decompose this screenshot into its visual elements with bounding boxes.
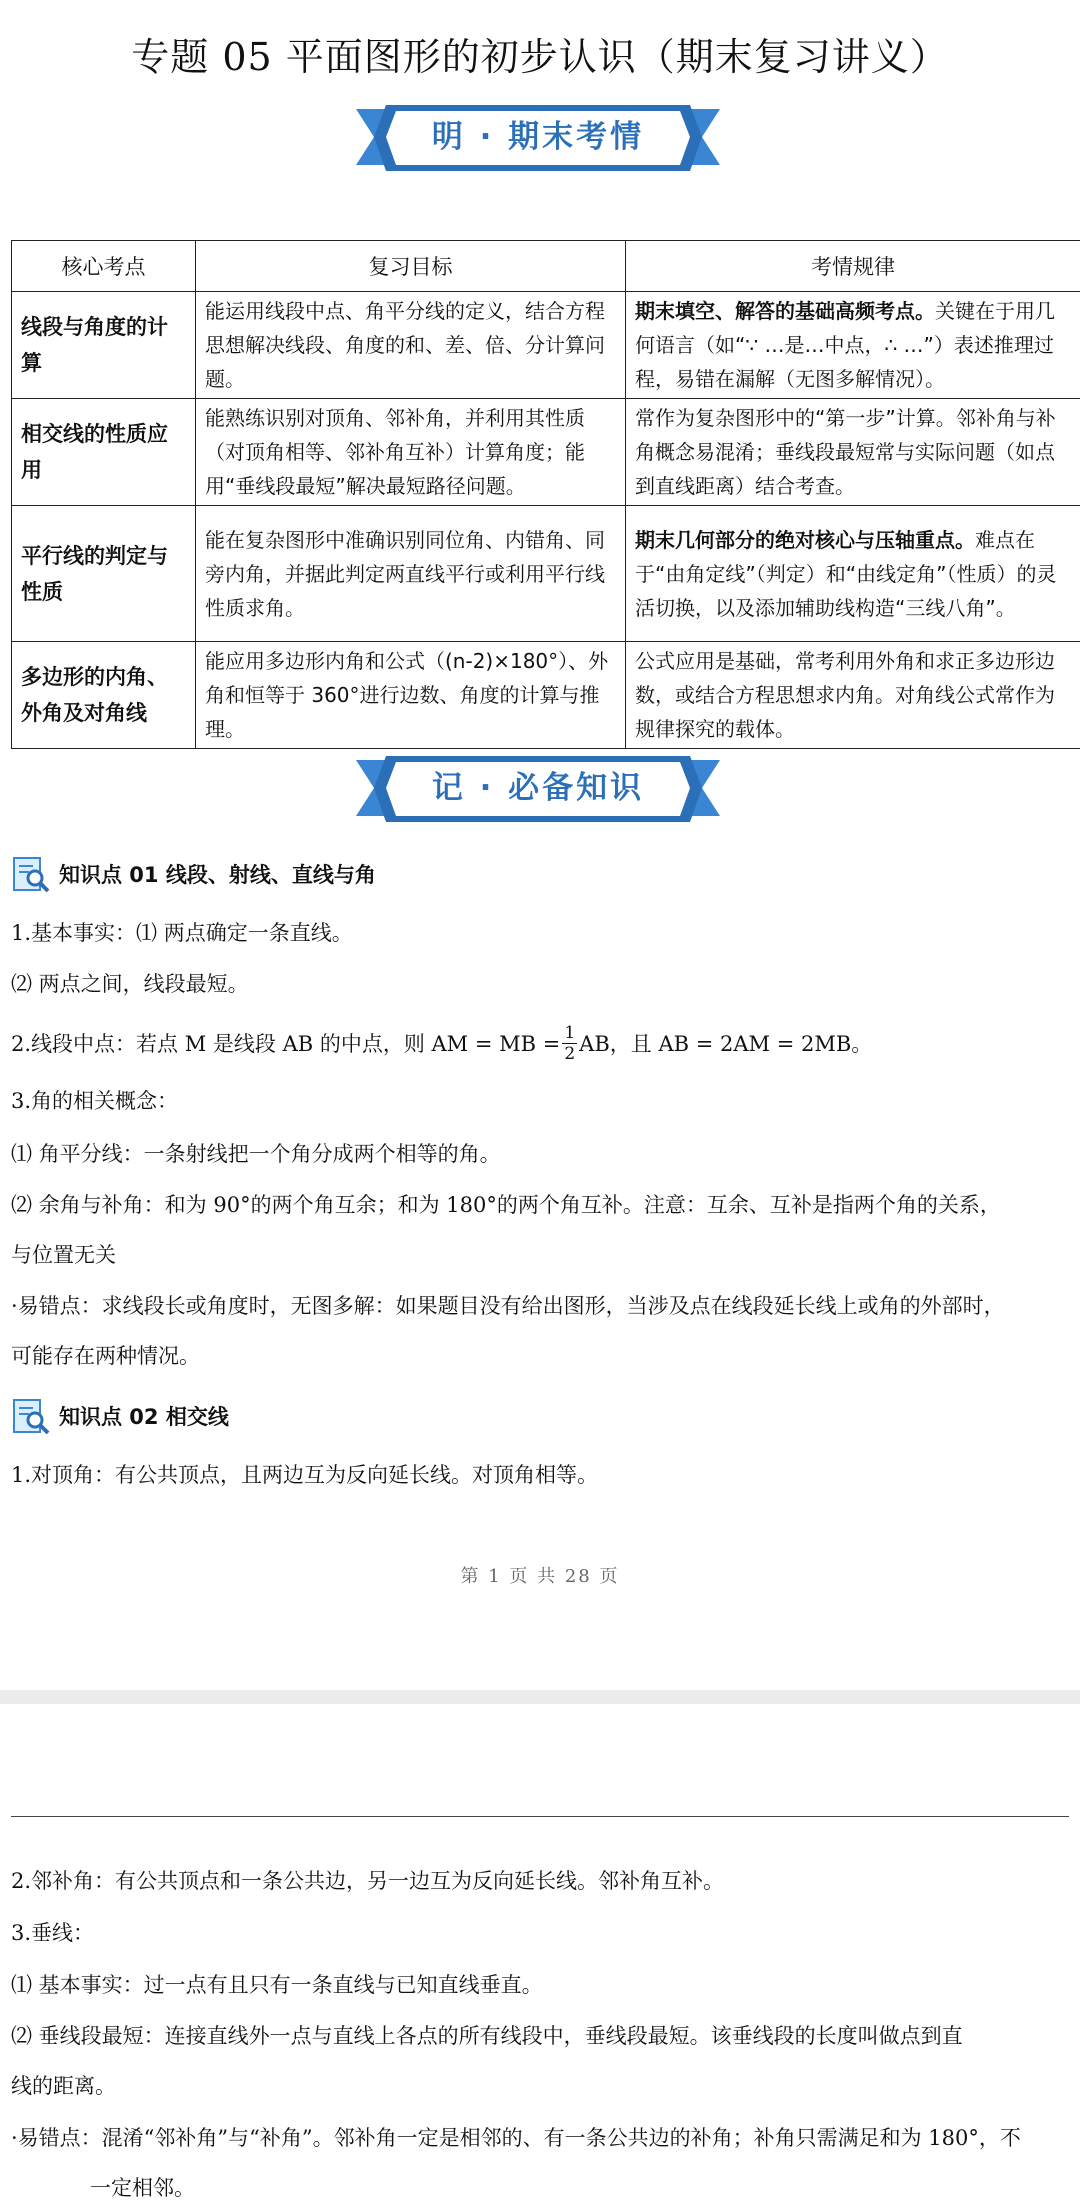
magnifier-book-icon — [11, 1396, 51, 1436]
goal-cell: 能熟练识别对顶角、邻补角，并利用其性质（对顶角相等、邻补角互补）计算角度；能用“垂线段最短”解决最短路径问题。 — [196, 399, 626, 506]
fraction-denominator: 2 — [564, 1044, 576, 1064]
table-row — [12, 292, 1080, 399]
rule-emphasis: 期末填空、解答的基础高频考点。 — [635, 299, 935, 323]
paragraph: 与位置无关 — [11, 1243, 116, 1267]
header-cell: 复习目标 — [196, 241, 626, 292]
paragraph: 1.基本事实：⑴ 两点确定一条直线。 — [11, 921, 353, 945]
goal-cell: 能运用线段中点、角平分线的定义，结合方程思想解决线段、角度的和、差、倍、分计算问题。 — [196, 292, 626, 399]
header-cell: 核心考点 — [12, 241, 196, 292]
rule-text: 公式应用是基础，常考利用外角和求正多边形边数，或结合方程思想求内角。对角线公式常作为规律探究的载体。 — [635, 649, 1055, 741]
knowledge-point-title: 知识点 02 相交线 — [59, 1405, 229, 1429]
paragraph: 线的距离。 — [11, 2074, 116, 2098]
magnifier-book-icon — [11, 854, 51, 894]
topic-cell: 相交线的性质应用 — [12, 399, 196, 506]
fraction-numerator: 1 — [564, 1023, 576, 1043]
page-2 — [0, 1704, 1080, 2210]
page-separator — [0, 1690, 1080, 1704]
knowledge-point-title: 知识点 01 线段、射线、直线与角 — [59, 863, 376, 887]
table-row — [12, 399, 1080, 506]
paragraph — [11, 1023, 872, 1064]
banner-label: 记 · 必备知识 — [431, 770, 645, 806]
paragraph: ⑵ 余角与补角：和为 90°的两个角互余；和为 180°的两个角互补。注意：互余、互补是指两个角的关系， — [11, 1193, 1001, 1217]
paragraph: ⑵ 两点之间，线段最短。 — [11, 972, 249, 996]
document-title: 专题 05 平面图形的初步认识（期末复习讲义） — [131, 35, 949, 79]
knowledge-point-1-heading — [11, 853, 376, 895]
goal-cell: 能应用多边形内角和公式（(n-2)×180°）、外角和恒等于 360°进行边数、角度的计算与推理。 — [196, 642, 626, 749]
section-banner-knowledge — [356, 754, 720, 824]
knowledge-point-2-heading — [11, 1395, 229, 1437]
section-banner-exam — [356, 103, 720, 173]
rule-text: 常作为复杂图形中的“第一步”计算。邻补角与补角概念易混淆；垂线段最短常与实际问题（如点到直线距离）结合考查。 — [635, 406, 1056, 498]
rule-cell — [626, 642, 1080, 749]
table-row — [12, 506, 1080, 642]
paragraph: ⑴ 基本事实：过一点有且只有一条直线与已知直线垂直。 — [11, 1973, 543, 1997]
paragraph: 2.邻补角：有公共顶点和一条公共边，另一边互为反向延长线。邻补角互补。 — [11, 1869, 725, 1893]
table-header-row — [12, 241, 1080, 292]
topic-cell: 线段与角度的计算 — [12, 292, 196, 399]
topic-cell: 平行线的判定与性质 — [12, 506, 196, 642]
rule-cell — [626, 399, 1080, 506]
table-row — [12, 642, 1080, 749]
topic-cell: 多边形的内角、外角及对角线 — [12, 642, 196, 749]
text-run: 2.线段中点：若点 M 是线段 AB 的中点，则 AM = MB = — [11, 1031, 561, 1056]
exam-overview-table — [11, 240, 1080, 749]
paragraph: 一定相邻。 — [90, 2176, 195, 2200]
fraction — [562, 1023, 577, 1064]
goal-cell: 能在复杂图形中准确识别同位角、内错角、同旁内角，并据此判定两直线平行或利用平行线性质求角。 — [196, 506, 626, 642]
paragraph: ·易错点：混淆“邻补角”与“补角”。邻补角一定是相邻的、有一条公共边的补角；补角只需满足和为 180°，不 — [11, 2126, 1021, 2150]
paragraph: 1.对顶角：有公共顶点，且两边互为反向延长线。对顶角相等。 — [11, 1463, 599, 1487]
header-rule — [11, 1816, 1069, 1817]
paragraph: ⑵ 垂线段最短：连接直线外一点与直线上各点的所有线段中，垂线段最短。该垂线段的长度叫做点到直 — [11, 2024, 963, 2048]
rule-cell — [626, 292, 1080, 399]
page-footer: 第 1 页 共 28 页 — [460, 1566, 620, 1587]
header-cell: 考情规律 — [626, 241, 1080, 292]
rule-text: 关键在于用几何语言（如“∵ …是…中点，∴ …”）表述推理过程，易错在漏解（无图多解情况）。 — [635, 299, 1055, 391]
rule-cell — [626, 506, 1080, 642]
paragraph: 3.垂线： — [11, 1921, 95, 1945]
paragraph: 可能存在两种情况。 — [11, 1344, 200, 1368]
paragraph: ·易错点：求线段长或角度时，无图多解：如果题目没有给出图形，当涉及点在线段延长线上或角的外部时， — [11, 1294, 1005, 1318]
banner-label: 明 · 期末考情 — [431, 119, 645, 155]
paragraph: 3.角的相关概念： — [11, 1089, 179, 1113]
rule-text: 难点在于“由角定线”（判定）和“由线定角”（性质）的灵活切换，以及添加辅助线构造“三线八角”。 — [635, 527, 1057, 620]
paragraph: ⑴ 角平分线：一条射线把一个角分成两个相等的角。 — [11, 1142, 501, 1166]
text-run: AB，且 AB = 2AM = 2MB。 — [579, 1031, 873, 1056]
rule-emphasis: 期末几何部分的绝对核心与压轴重点。 — [635, 527, 975, 552]
